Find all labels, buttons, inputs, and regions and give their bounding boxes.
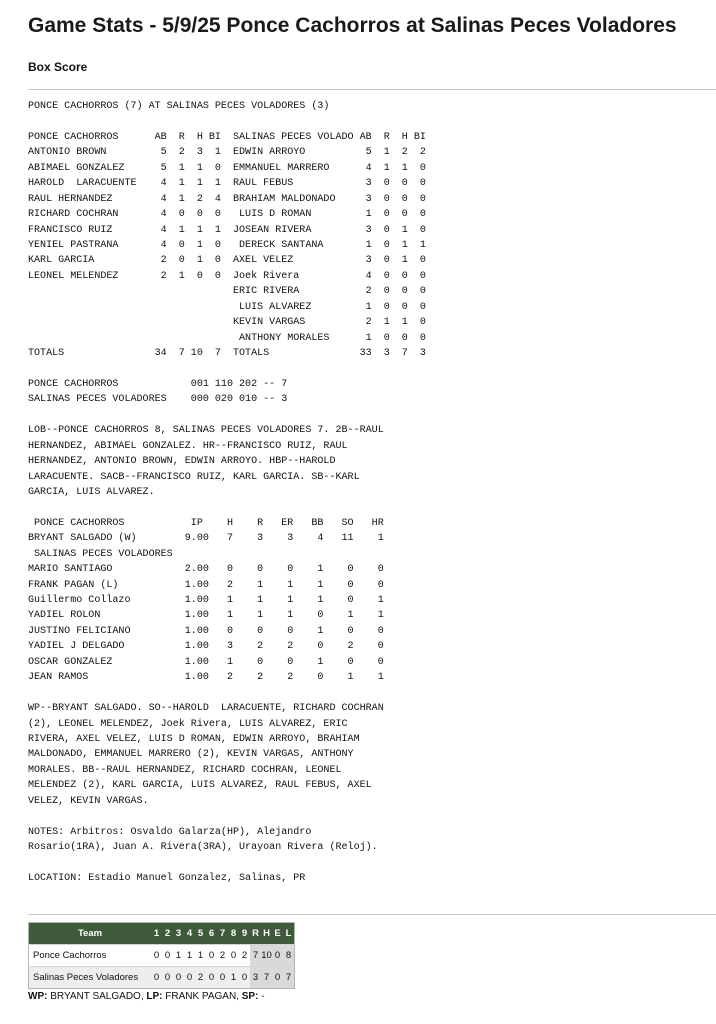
line-score-column-header: 4: [184, 923, 195, 945]
box-score-line: FRANK PAGAN (L) 1.00 2 1 1 1 0 0: [28, 579, 384, 591]
line-score-column-header: 2: [162, 923, 173, 945]
box-score-line: PONCE CACHORROS AB R H BI SALINAS PECES VOLADO AB R H BI: [28, 131, 426, 143]
line-score-column-header: H: [261, 923, 272, 945]
line-score-inning-cell: 2: [239, 945, 250, 967]
line-score-team-name: Salinas Peces Voladores: [29, 967, 152, 989]
line-score-inning-cell: 0: [162, 967, 173, 989]
line-score-column-header: E: [272, 923, 283, 945]
box-score-line: KARL GARCIA 2 0 1 0 AXEL VELEZ 3 0 1 0: [28, 255, 426, 267]
box-score-line: Rosario(1RA), Juan A. Rivera(3RA), Urayoan Rivera (Reloj).: [28, 842, 378, 853]
wp-value: BRYANT SALGADO,: [47, 991, 147, 1002]
box-score-line: (2), LEONEL MELENDEZ, Joek Rivera, LUIS ALVAREZ, ERIC: [28, 718, 348, 730]
box-score-line: YENIEL PASTRANA 4 0 1 0 DERECK SANTANA 1 0 1 1: [28, 239, 426, 251]
box-score-line: VELEZ, KEVIN VARGAS.: [28, 795, 149, 807]
box-score-line: PONCE CACHORROS (7) AT SALINAS PECES VOLADORES (3): [28, 101, 330, 112]
line-score-column-header: R: [250, 923, 261, 945]
pitcher-decisions: [28, 991, 265, 1002]
box-score-line: PONCE CACHORROS 001 110 202 -- 7: [28, 378, 288, 390]
box-score-line: ABIMAEL GONZALEZ 5 1 1 0 EMMANUEL MARRERO 4 1 1 0: [28, 162, 426, 174]
box-score-line: [28, 809, 426, 824]
line-score-team-header: Team: [29, 923, 152, 945]
line-score-inning-cell: 1: [173, 945, 184, 967]
box-score-line: HERNANDEZ, ABIMAEL GONZALEZ. HR--FRANCISCO RUIZ, RAUL: [28, 440, 348, 452]
box-score-line: ANTHONY MORALES 1 0 0 0: [28, 332, 426, 344]
box-score-line: LEONEL MELENDEZ 2 1 0 0 Joek Rivera 4 0 0 0: [28, 270, 426, 282]
box-score-line: ANTONIO BROWN 5 2 3 1 EDWIN ARROYO 5 1 2 2: [28, 147, 426, 159]
line-score-row: [29, 945, 295, 967]
box-score-line: LOCATION: Estadio Manuel Gonzalez, Salinas, PR: [28, 872, 306, 884]
box-score-line: FRANCISCO RUIZ 4 1 1 1 JOSEAN RIVERA 3 0 1 0: [28, 224, 426, 236]
box-score-line: HAROLD LARACUENTE 4 1 1 1 RAUL FEBUS 3 0 0 0: [28, 178, 426, 190]
box-score-line: RIVERA, AXEL VELEZ, LUIS D ROMAN, EDWIN ARROYO, BRAHIAM: [28, 733, 360, 745]
box-score-text: [28, 99, 426, 886]
divider-top: [28, 89, 716, 90]
wp-label: WP:: [28, 991, 48, 1002]
box-score-line: RICHARD COCHRAN 4 0 0 0 LUIS D ROMAN 1 0 0 0: [28, 209, 426, 221]
line-score-row: [29, 967, 295, 989]
box-score-line: [28, 408, 426, 423]
line-score-inning-cell: 0: [173, 967, 184, 989]
line-score-inning-cell: 0: [206, 945, 217, 967]
line-score-inning-cell: 2: [195, 967, 206, 989]
line-score-column-header: 3: [173, 923, 184, 945]
box-score-line: MALDONADO, EMMANUEL MARRERO (2), KEVIN VARGAS, ANTHONY: [28, 749, 354, 761]
box-score-line: SALINAS PECES VOLADORES: [28, 548, 173, 560]
box-score-line: BRYANT SALGADO (W) 9.00 7 3 3 4 11 1: [28, 533, 384, 545]
line-score-total-cell: 0: [272, 967, 283, 989]
box-score-line: TOTALS 34 7 10 7 TOTALS 33 3 7 3: [28, 348, 426, 359]
box-score-line: KEVIN VARGAS 2 1 1 0: [28, 317, 426, 329]
line-score-column-header: 7: [217, 923, 228, 945]
line-score-inning-cell: 0: [239, 967, 250, 989]
box-score-line: [28, 500, 426, 515]
box-score-line: OSCAR GONZALEZ 1.00 1 0 0 1 0 0: [28, 656, 384, 668]
line-score-body: [29, 945, 295, 989]
box-score-line: SALINAS PECES VOLADORES 000 020 010 -- 3: [28, 394, 288, 406]
line-score-table: [28, 922, 295, 989]
box-score-line: JEAN RAMOS 1.00 2 2 2 0 1 1: [28, 672, 384, 684]
line-score-team-name: Ponce Cachorros: [29, 945, 152, 967]
box-score-line: ERIC RIVERA 2 0 0 0: [28, 286, 426, 298]
line-score-column-header: 8: [228, 923, 239, 945]
line-score-inning-cell: 1: [228, 967, 239, 989]
divider-bottom: [28, 914, 716, 915]
lp-value: FRANK PAGAN,: [162, 991, 242, 1002]
line-score-inning-cell: 0: [217, 967, 228, 989]
box-score-line: [28, 686, 426, 701]
line-score-inning-cell: 0: [162, 945, 173, 967]
box-score-line: YADIEL J DELGADO 1.00 3 2 2 0 2 0: [28, 641, 384, 653]
box-score-line: [28, 855, 426, 870]
line-score-column-header: 9: [239, 923, 250, 945]
box-score-line: LOB--PONCE CACHORROS 8, SALINAS PECES VOLADORES 7. 2B--RAUL: [28, 425, 384, 437]
box-score-line: PONCE CACHORROS IP H R ER BB SO HR: [28, 517, 384, 529]
box-score-line: RAUL HERNANDEZ 4 1 2 4 BRAHIAM MALDONADO 3 0 0 0: [28, 193, 426, 205]
line-score-total-cell: 10: [261, 945, 272, 967]
box-score-line: [28, 114, 426, 129]
line-score-column-header: 1: [151, 923, 162, 945]
lp-label: LP:: [146, 991, 163, 1002]
box-score-line: WP--BRYANT SALGADO. SO--HAROLD LARACUENTE, RICHARD COCHRAN: [28, 703, 384, 715]
sp-label: SP:: [241, 991, 259, 1002]
line-score-inning-cell: 1: [195, 945, 206, 967]
line-score-column-header: 5: [195, 923, 206, 945]
line-score-total-cell: 7: [283, 967, 295, 989]
box-score-line: HERNANDEZ, ANTONIO BROWN, EDWIN ARROYO. HBP--HAROLD: [28, 456, 336, 468]
box-score-line: LUIS ALVAREZ 1 0 0 0: [28, 301, 426, 313]
box-score-line: Guillermo Collazo 1.00 1 1 1 1 0 1: [28, 595, 384, 606]
line-score-inning-cell: 0: [206, 967, 217, 989]
line-score-total-cell: 8: [283, 945, 295, 967]
box-score-line: [28, 361, 426, 376]
line-score-inning-cell: 1: [184, 945, 195, 967]
line-score-total-cell: 7: [261, 967, 272, 989]
line-score-header-row: [29, 923, 295, 945]
box-score-line: MARIO SANTIAGO 2.00 0 0 0 1 0 0: [28, 564, 384, 576]
line-score-inning-cell: 0: [228, 945, 239, 967]
line-score-inning-cell: 0: [151, 967, 162, 989]
box-score-line: JUSTINO FELICIANO 1.00 0 0 0 1 0 0: [28, 625, 384, 637]
line-score-total-cell: 7: [250, 945, 261, 967]
box-score-line: MELENDEZ (2), KARL GARCIA, LUIS ALVAREZ, RAUL FEBUS, AXEL: [28, 780, 372, 792]
box-score-line: YADIEL ROLON 1.00 1 1 1 0 1 1: [28, 610, 384, 622]
box-score-line: GARCIA, LUIS ALVAREZ.: [28, 486, 155, 498]
box-score-line: NOTES: Arbitros: Osvaldo Galarza(HP), Alejandro: [28, 826, 312, 838]
box-score-line: LARACUENTE. SACB--FRANCISCO RUIZ, KARL GARCIA. SB--KARL: [28, 471, 360, 483]
line-score-total-cell: 0: [272, 945, 283, 967]
line-score-inning-cell: 0: [151, 945, 162, 967]
sp-value: -: [258, 991, 265, 1002]
line-score-column-header: L: [283, 923, 295, 945]
page-title: Game Stats - 5/9/25 Ponce Cachorros at Salinas Peces Voladores: [28, 14, 677, 37]
box-score-line: MORALES. BB--RAUL HERNANDEZ, RICHARD COCHRAN, LEONEL: [28, 764, 342, 776]
line-score-inning-cell: 0: [184, 967, 195, 989]
line-score-inning-cell: 2: [217, 945, 228, 967]
line-score-total-cell: 3: [250, 967, 261, 989]
line-score-column-header: 6: [206, 923, 217, 945]
box-score-heading: Box Score: [28, 60, 88, 74]
